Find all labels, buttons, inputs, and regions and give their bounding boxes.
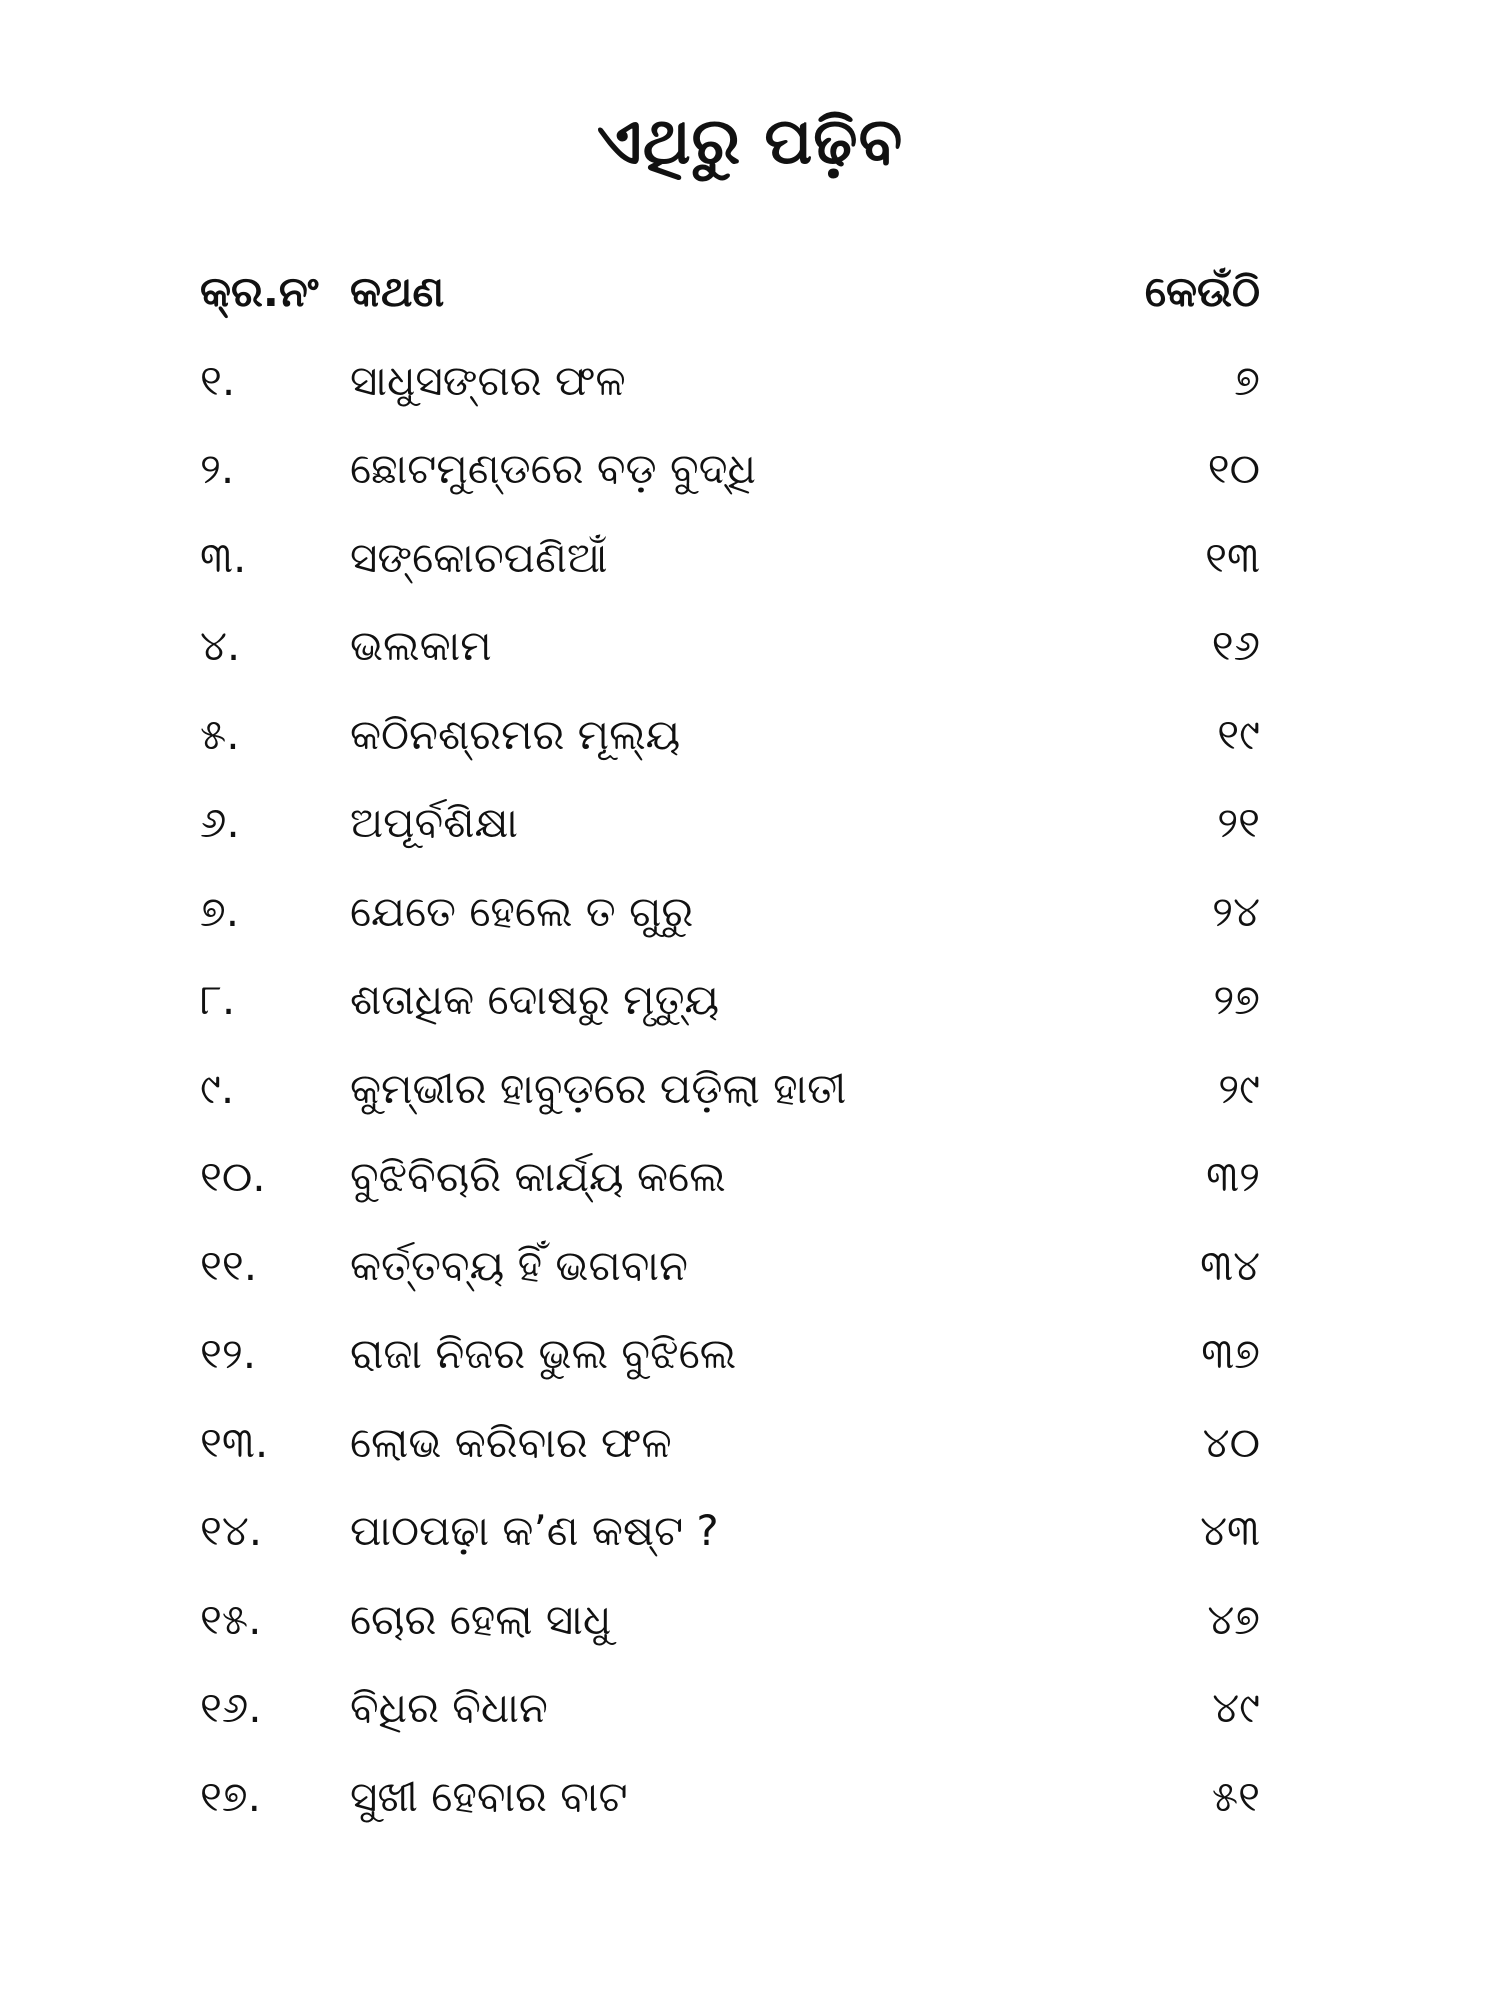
entry-serial-number: ୭.: [200, 886, 240, 936]
toc-entry: [200, 705, 1280, 794]
entry-serial-number: ୧୭.: [200, 1771, 261, 1821]
entry-title: ଯେତେ ହେଲେ ତ ଗୁରୁ: [350, 886, 694, 936]
entry-page-number: ୨୭: [1213, 975, 1260, 1024]
entry-serial-number: ୮.: [200, 975, 236, 1024]
entry-page-number: ୨୧: [1217, 798, 1260, 847]
toc-entry: [200, 1324, 1280, 1413]
entry-page-number: ୧୬: [1211, 621, 1260, 670]
entry-title: ଲୋଭ କରିବାର ଫଳ: [350, 1417, 672, 1467]
entry-serial-number: ୯.: [200, 1063, 235, 1113]
toc-entry: [200, 439, 1280, 528]
entry-title: ଛୋଟମୁଣ୍ଡରେ ବଡ଼ ବୁଦ୍ଧି: [350, 444, 756, 493]
toc-entry: [200, 1236, 1280, 1325]
entry-title: ସଙ୍କୋଚପଣିଆଁ: [350, 532, 608, 582]
entry-title: କୁମ୍ଭୀର ହାବୁଡ଼ରେ ପଡ଼ିଲା ହାତୀ: [350, 1063, 847, 1113]
entry-serial-number: ୫.: [200, 709, 240, 759]
entry-title: ସୁଖୀ ହେବାର ବାଟ: [350, 1771, 628, 1821]
toc-entry: [200, 1059, 1280, 1148]
entry-title: ବୁଝିବିଚାରି କାର୍ଯ୍ୟ କଲେ: [350, 1152, 726, 1201]
entry-serial-number: ୧୩.: [200, 1417, 269, 1467]
entry-serial-number: ୧୧.: [200, 1240, 258, 1290]
entry-page-number: ୧୦: [1207, 444, 1260, 493]
entry-page-number: ୫୧: [1211, 1771, 1260, 1821]
entry-serial-number: ୧୦.: [200, 1152, 266, 1201]
entry-page-number: ୨୯: [1218, 1063, 1260, 1113]
toc-entry: [200, 1147, 1280, 1236]
toc-rows: [200, 351, 1280, 1856]
toc-entry: [200, 793, 1280, 882]
entry-title: ଚୋର ହେଲା ସାଧୁ: [350, 1594, 612, 1644]
toc-entry: [200, 1767, 1280, 1856]
toc-entry: [200, 882, 1280, 971]
entry-page-number: ୨୪: [1212, 886, 1260, 936]
entry-title: ଶତାଧିକ ଦୋଷରୁ ମୃତ୍ୟୁ: [350, 975, 720, 1024]
entry-serial-number: ୧୫.: [200, 1594, 262, 1644]
entry-title: ବିଧିର ବିଧାନ: [350, 1683, 548, 1732]
header-title: କଥଣ: [350, 267, 445, 316]
entry-page-number: ୩୪: [1200, 1240, 1260, 1290]
entry-serial-number: ୪.: [200, 621, 241, 670]
toc-entry: [200, 1501, 1280, 1590]
entry-page-number: ୪୯: [1212, 1683, 1260, 1732]
entry-page-number: ୧୩: [1205, 532, 1260, 582]
toc-entry: [200, 616, 1280, 705]
entry-title: ରାଜା ନିଜର ଭୁଲ ବୁଝିଲେ: [350, 1329, 737, 1378]
entry-serial-number: ୩.: [200, 532, 247, 582]
toc-entry: [200, 1413, 1280, 1502]
entry-title: ପାଠପଢ଼ା କ’ଣ କଷ୍ଟ ?: [350, 1506, 719, 1555]
entry-page-number: ୭: [1234, 355, 1260, 405]
toc-header: [200, 262, 1280, 351]
entry-serial-number: ୧୪.: [200, 1506, 263, 1555]
toc-entry: [200, 970, 1280, 1059]
entry-title: ଅପୂର୍ବଶିକ୍ଷା: [350, 798, 518, 847]
entry-title: ଭଲକାମ: [350, 621, 492, 670]
entry-page-number: ୧୯: [1217, 709, 1260, 759]
entry-serial-number: ୧.: [200, 355, 236, 405]
entry-title: ସାଧୁସଙ୍ଗର ଫଳ: [350, 355, 626, 405]
entry-serial-number: ୧୬.: [200, 1683, 262, 1732]
entry-page-number: ୪୭: [1207, 1594, 1260, 1644]
toc-entry: [200, 1678, 1280, 1767]
header-serial-number: କ୍ର.ନଂ: [200, 267, 319, 316]
entry-title: କର୍ତ୍ତବ୍ୟ ହିଁ ଭଗବାନ: [350, 1240, 688, 1290]
toc-entry: [200, 528, 1280, 617]
entry-page-number: ୩୭: [1201, 1329, 1260, 1378]
entry-page-number: ୪୦: [1202, 1417, 1260, 1467]
entry-serial-number: ୬.: [200, 798, 240, 847]
header-page: କେଉଁଠି: [1144, 267, 1260, 316]
toc-entry: [200, 351, 1280, 440]
entry-page-number: ୩୨: [1206, 1152, 1260, 1201]
entry-serial-number: ୨.: [200, 444, 235, 493]
entry-page-number: ୪୩: [1200, 1506, 1260, 1555]
entry-title: କଠିନଶ୍ରମର ମୂଲ୍ୟ: [350, 709, 681, 759]
toc-entry: [200, 1590, 1280, 1679]
page-title: ଏଥିରୁ ପଢ଼ିବ: [596, 105, 904, 179]
entry-serial-number: ୧୨.: [200, 1329, 257, 1378]
table-of-contents: [200, 262, 1280, 1855]
